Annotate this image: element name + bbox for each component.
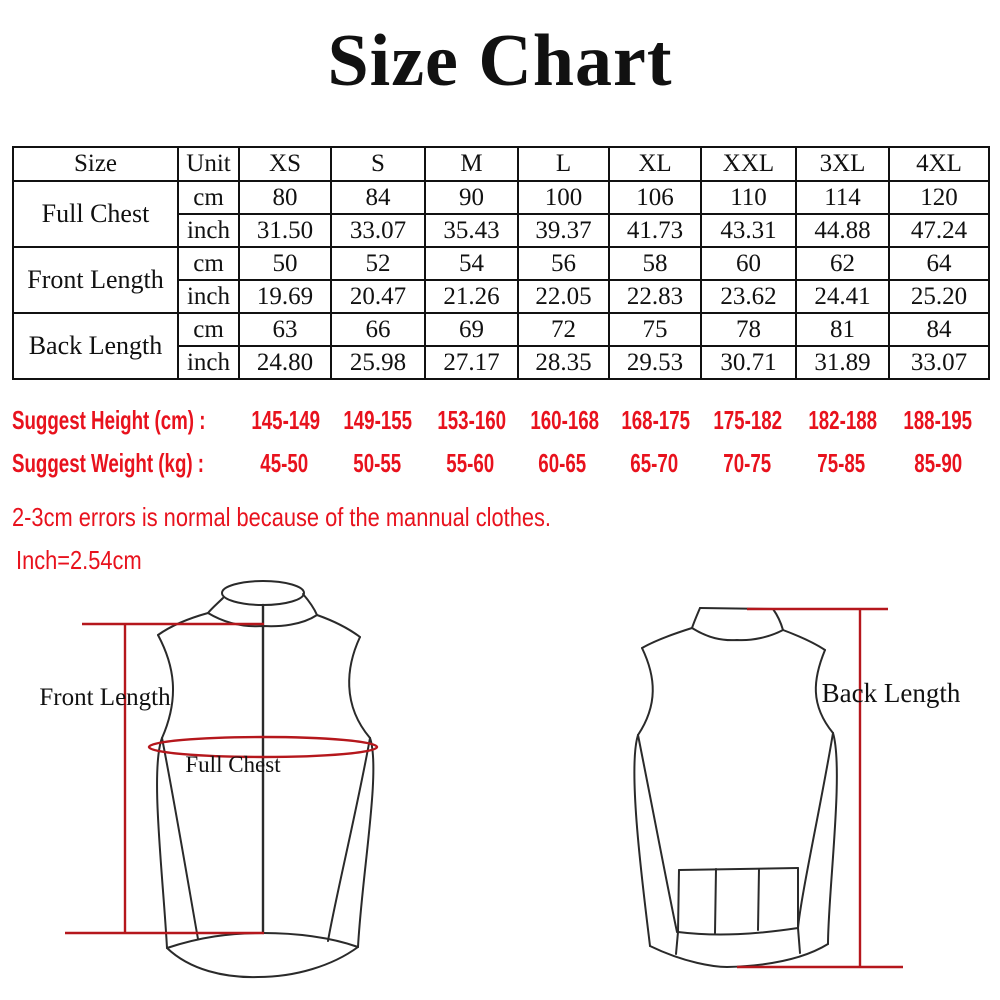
value-cell: 24.41 [796,280,889,313]
suggest-weight-value: 70-75 [723,448,772,478]
value-cell: 75 [609,313,701,346]
suggest-height-value: 188-195 [903,405,973,435]
unit-cell: cm [178,247,239,280]
col-header-4xl: 4XL [889,147,989,181]
value-cell: 28.35 [518,346,609,379]
suggest-height-value: 182-188 [808,405,878,435]
suggest-height-value: 149-155 [343,405,413,435]
value-cell: 22.05 [518,280,609,313]
error-note: 2-3cm errors is normal because of the mannual clothes. [12,502,551,532]
suggest-height-label: Suggest Height (cm) : [12,405,206,435]
value-cell: 35.43 [425,214,518,247]
value-cell: 44.88 [796,214,889,247]
suggest-height-row [12,406,988,434]
suggest-height-value: 153-160 [437,405,507,435]
value-cell: 56 [518,247,609,280]
suggest-weight-value: 55-60 [446,448,495,478]
table-row [13,247,989,280]
table-header-row [13,147,989,181]
value-cell: 54 [425,247,518,280]
row-label-front-length: Front Length [13,247,178,313]
value-cell: 120 [889,181,989,214]
value-cell: 80 [239,181,331,214]
back-length-diagram-label: Back Length [821,678,961,708]
unit-cell: inch [178,346,239,379]
suggest-height-value: 175-182 [713,405,783,435]
value-cell: 84 [889,313,989,346]
suggest-weight-row [12,449,988,477]
col-header-3xl: 3XL [796,147,889,181]
suggest-weight-value: 85-90 [914,448,962,478]
suggest-weight-label: Suggest Weight (kg) : [12,448,205,478]
front-vest-drawing [157,581,373,977]
value-cell: 25.98 [331,346,425,379]
value-cell: 66 [331,313,425,346]
suggest-height-value: 160-168 [530,405,600,435]
page-title: Size Chart [327,20,673,102]
value-cell: 114 [796,181,889,214]
value-cell: 27.17 [425,346,518,379]
value-cell: 31.50 [239,214,331,247]
col-header-xxl: XXL [701,147,796,181]
value-cell: 33.07 [889,346,989,379]
value-cell: 31.89 [796,346,889,379]
value-cell: 23.62 [701,280,796,313]
value-cell: 64 [889,247,989,280]
value-cell: 43.31 [701,214,796,247]
value-cell: 100 [518,181,609,214]
table-row [13,313,989,346]
value-cell: 90 [425,181,518,214]
unit-cell: inch [178,280,239,313]
col-header-size: Size [13,147,178,181]
full-chest-diagram-label: Full Chest [185,752,281,777]
value-cell: 110 [701,181,796,214]
value-cell: 22.83 [609,280,701,313]
back-vest-drawing [634,608,836,967]
col-header-s: S [331,147,425,181]
inch-conversion-note: Inch=2.54cm [16,545,142,575]
table-row [13,181,989,214]
col-header-m: M [425,147,518,181]
value-cell: 29.53 [609,346,701,379]
size-table [12,146,990,380]
unit-cell: inch [178,214,239,247]
suggest-weight-value: 60-65 [538,448,587,478]
front-length-measure-lines [65,624,264,933]
value-cell: 20.47 [331,280,425,313]
col-header-l: L [518,147,609,181]
value-cell: 50 [239,247,331,280]
value-cell: 25.20 [889,280,989,313]
value-cell: 72 [518,313,609,346]
value-cell: 19.69 [239,280,331,313]
suggest-height-value: 145-149 [251,405,321,435]
value-cell: 58 [609,247,701,280]
suggest-weight-value: 45-50 [260,448,308,478]
value-cell: 33.07 [331,214,425,247]
unit-cell: cm [178,313,239,346]
value-cell: 24.80 [239,346,331,379]
col-header-xl: XL [609,147,701,181]
col-header-unit: Unit [178,147,239,181]
suggest-weight-value: 75-85 [817,448,866,478]
row-label-back-length: Back Length [13,313,178,379]
value-cell: 63 [239,313,331,346]
suggest-weight-value: 65-70 [630,448,678,478]
value-cell: 84 [331,181,425,214]
size-diagrams [0,565,1000,1000]
value-cell: 69 [425,313,518,346]
value-cell: 39.37 [518,214,609,247]
value-cell: 52 [331,247,425,280]
value-cell: 60 [701,247,796,280]
col-header-xs: XS [239,147,331,181]
value-cell: 21.26 [425,280,518,313]
value-cell: 41.73 [609,214,701,247]
value-cell: 30.71 [701,346,796,379]
value-cell: 62 [796,247,889,280]
value-cell: 47.24 [889,214,989,247]
value-cell: 78 [701,313,796,346]
value-cell: 106 [609,181,701,214]
suggest-weight-value: 50-55 [353,448,401,478]
unit-cell: cm [178,181,239,214]
front-length-diagram-label: Front Length [39,684,171,711]
value-cell: 81 [796,313,889,346]
suggest-height-value: 168-175 [621,405,691,435]
row-label-full-chest: Full Chest [13,181,178,247]
